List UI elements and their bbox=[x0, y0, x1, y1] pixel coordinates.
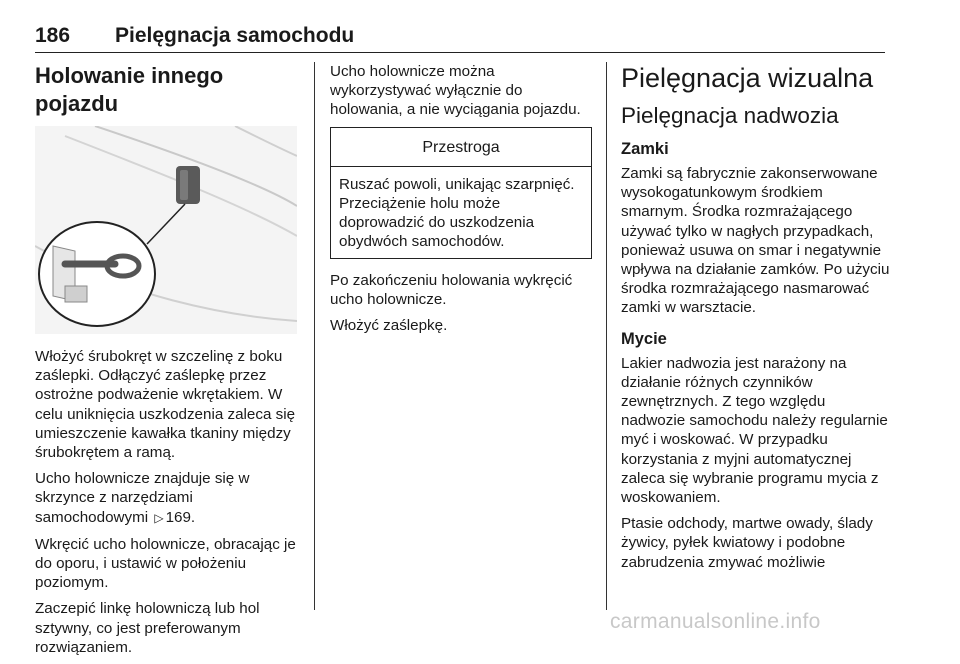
caution-title: Przestroga bbox=[331, 128, 591, 167]
page-header bbox=[35, 12, 885, 53]
column-divider-2 bbox=[606, 62, 607, 610]
section-title-towing: Holowanie innego pojazdu bbox=[35, 63, 224, 116]
col2-intro: Ucho holownicze można wykorzystywać wyłącznie do holowania, a nie wyciągania pojazdu. bbox=[330, 63, 581, 119]
col2-paragraph-1: Po zakończeniu holowania wykręcić ucho holownicze. bbox=[330, 271, 573, 308]
page-number: 186 bbox=[35, 24, 71, 47]
col1-paragraph-2 bbox=[35, 469, 300, 528]
towing-eye-drawing bbox=[35, 126, 297, 334]
column-right bbox=[621, 62, 891, 579]
main-title: Pielęgnacja wizualna bbox=[621, 63, 874, 93]
locks-text: Zamki są fabrycznie zakonserwowane wysokogatunkowym środkiem smarnym. Środka rozmrażającego używać tylko w nagłych przypadkach, ponieważ usuwa on smar i negatywnie wpływa na działanie zamków. Po użyciu środka rozmrażającego nasmarować zamki w warsztacie. bbox=[621, 165, 890, 317]
col1-paragraph-4: Zaczepić linkę holowniczą lub hol sztywny, co jest preferowanym rozwiązaniem. bbox=[35, 600, 260, 656]
page-reference-link[interactable]: 169. bbox=[165, 508, 196, 526]
page-reference-icon: ▷ bbox=[154, 510, 164, 525]
col1-paragraph-1: Włożyć śrubokręt w szczelinę z boku zaślepki. Odłączyć zaślepkę przez ostrożne podważenie wkrętakiem. W celu uniknięcia uszkodzenia zaleca się umieszczenie kawałka tkaniny między śrubokrętem a ramą. bbox=[35, 348, 296, 462]
towing-eye-illustration bbox=[35, 126, 297, 334]
column-left bbox=[35, 62, 300, 664]
heading-locks: Zamki bbox=[621, 140, 669, 158]
col1-paragraph-3: Wkręcić ucho holownicze, obracając je do oporu, i ustawić w położeniu poziomym. bbox=[35, 535, 296, 592]
watermark: carmanualsonline.info bbox=[610, 610, 821, 633]
col1-paragraph-2-text: Ucho holownicze znajduje się w skrzynce z narzędziami samochodowymi bbox=[35, 470, 250, 526]
caution-box bbox=[330, 127, 592, 259]
chapter-title: Pielęgnacja samochodu bbox=[115, 24, 355, 47]
subtitle-body-care: Pielęgnacja nadwozia bbox=[621, 103, 839, 128]
column-middle bbox=[330, 62, 592, 342]
washing-text-2: Ptasie odchody, martwe owady, ślady żywicy, pyłek kwiatowy i podobne zabrudzenia zmywać możliwie bbox=[621, 515, 873, 571]
heading-washing: Mycie bbox=[621, 329, 667, 348]
washing-text: Lakier nadwozia jest narażony na działanie różnych czynników zewnętrznych. Z tego względu nadwozie samochodu należy regularnie myć i woskować. W przypadku korzystania z myjni automatycznej zaleca się wybranie programu mycia z woskowaniem. bbox=[621, 354, 888, 507]
col2-paragraph-2: Włożyć zaślepkę. bbox=[330, 317, 448, 335]
column-divider-1 bbox=[314, 62, 315, 610]
caution-body: Ruszać powoli, unikając szarpnięć. Przeciążenie holu może doprowadzić do uszkodzenia obydwóch samochodów. bbox=[339, 175, 575, 251]
